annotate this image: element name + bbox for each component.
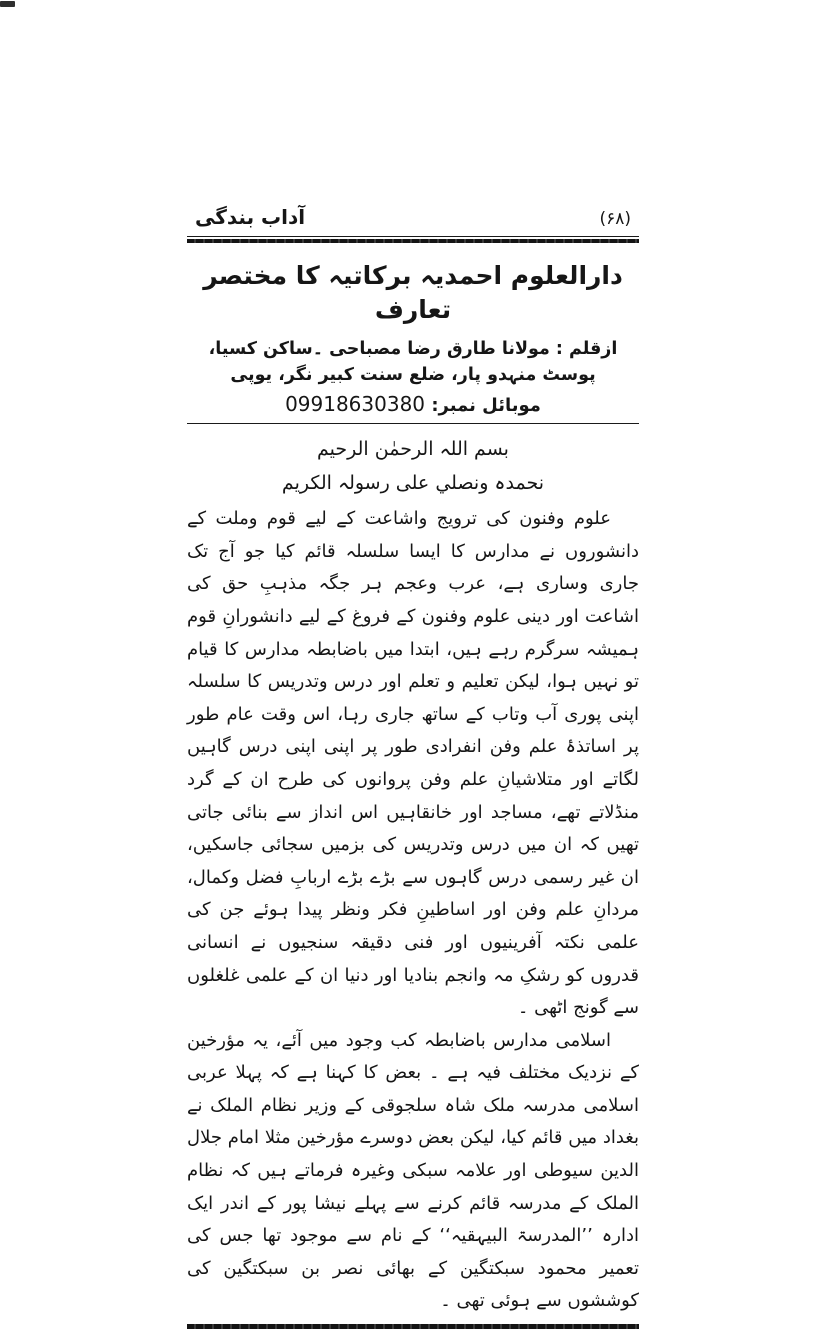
header-rule [187, 236, 639, 243]
bottom-rule [187, 1324, 639, 1329]
page-number: (۶۸) [599, 209, 631, 229]
book-title: آداب بندگی [195, 205, 306, 229]
scan-artifact [0, 1, 15, 7]
page-column [187, 0, 639, 1329]
header-rule-thick [187, 239, 639, 243]
body-paragraph-1: علوم وفنون کی ترویج واشاعت کے لیے قوم وملت کے دانشوروں نے مدارس کا ایسا سلسلہ قائم کیا جو آج تک جاری وساری ہے، عرب وعجم ہر جگہ مذہبِ حق کی اشاعت اور دینی علوم وفنون کے فروغ کے لیے دانشورانِ قوم ہمیشہ سرگرم رہے ہیں، ابتدا میں باضابطہ مدارس کا قیام تو نہیں ہوا، لیکن تعلیم و تعلم اور درس وتدریس کا سلسلہ اپنی پوری آب وتاب کے ساتھ جاری رہا، اس وقت عام طور پر اساتذۂ علم وفن انفرادی طور پر اپنی اپنی درس گاہیں لگاتے اور متلاشیانِ علم وفن پروانوں کی طرح ان کے گرد منڈلاتے تھے، مساجد اور خانقاہیں اس انداز سے بنائی جاتی تھیں کہ ان میں درس وتدریس کی بزمیں سجائی جاسکیں، ان غیر رسمی درس گاہوں سے بڑے بڑے اربابِ فضل وکمال، مردانِ علم وفن اور اساطینِ فکر ونظر پیدا ہوئے جن کی علمی نکتہ آفرینیوں اور فنی دقیقہ سنجیوں نے انسانی قدروں کو رشکِ مہ وانجم بنادیا اور دنیا ان کے علمی غلغلوں سے گونج اٹھی ۔ [187, 508, 639, 1019]
running-header [187, 205, 639, 233]
bismillah-line: بسم اللہ الرحمٰن الرحیم [317, 438, 509, 460]
article-byline: ازقلم : مولانا طارق رضا مصباحی ۔ساکن کسیا، پوسٹ منہدو پار، ضلع سنت کبیر نگر، یوپی [208, 338, 618, 385]
header-rule-thin [187, 236, 639, 237]
mobile-label: موبائل نمبر: [431, 395, 541, 416]
body-paragraph-2: اسلامی مدارس باضابطہ کب وجود میں آئے، یہ مؤرخین کے نزدیک مختلف فیہ ہے ۔ بعض کا کہنا ہے کہ پہلا عربی اسلامی مدرسہ ملک شاہ سلجوقی کے وزیر نظام الملک نے بغداد میں قائم کیا، لیکن بعض دوسرے مؤرخین مثلا امام جلال الدین سیوطی اور علامہ سبکی وغیرہ فرماتے ہیں کہ نظام الملک کے مدرسہ قائم کرنے سے پہلے نیشا پور کے اندر ایک ادارہ ’’المدرسۃ البیہقیہ‘‘ کے نام سے موجود تھا جس کی تعمیر محمود سبکتگین کے بھائی نصر بن سبکتگین کی کوششوں سے ہوئی تھی ۔ [187, 1029, 639, 1312]
article-body [187, 503, 639, 1318]
tahmid-line: نحمدہ ونصلي علی رسولہ الکریم [281, 471, 545, 494]
mobile-number: 09918630380 [285, 392, 426, 416]
mobile-line [187, 392, 639, 416]
divider-rule [187, 423, 639, 424]
article-title: دارالعلوم احمدیہ برکاتیہ کا مختصر تعارف [203, 261, 623, 324]
